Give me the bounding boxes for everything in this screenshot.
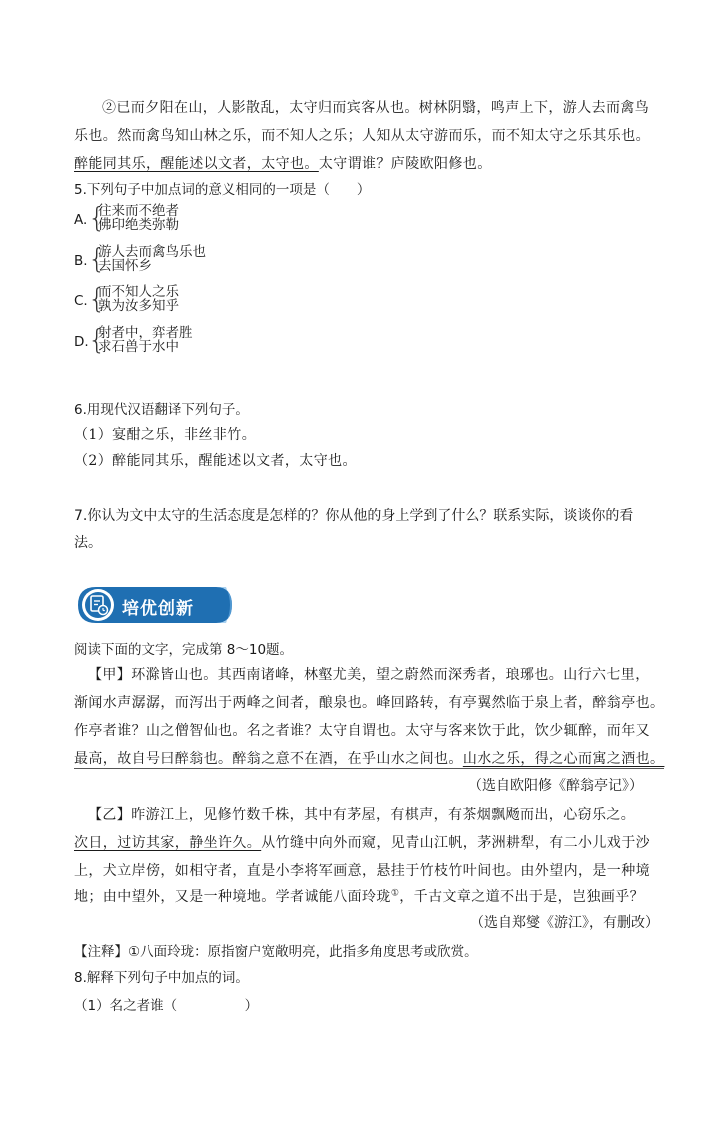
document-clock-icon [88, 593, 110, 617]
passage-text: 最高，故自号曰醉翁也。醉翁之意不在酒，在乎山水之间也。 [74, 751, 463, 767]
passage-jia-line: 【甲】环滁皆山也。其西南诸峰，林壑尤美，望之蔚然而深秀者，琅琊也。山行六七里， [88, 667, 650, 683]
brace-icon: { [88, 323, 106, 356]
footnote-marker: ① [390, 888, 400, 899]
underlined-sentence: 醉能同其乐，醒能述以文者，太守也。 [74, 156, 319, 172]
passage-text: 地；由中望外，又是一种境地。学者诚能八面玲珑 [74, 889, 391, 905]
passage-line [74, 153, 492, 173]
option-label: C. [74, 293, 88, 309]
underlined-sentence: 山水之乐，得之心而寓之酒也。 [462, 751, 665, 767]
brace-icon: { [88, 201, 106, 234]
question-6-item-1: （1）宴酣之乐，非丝非竹。 [74, 427, 257, 443]
option-label: B. [74, 253, 88, 269]
question-6-item-2: （2）醉能同其乐，醒能述以文者，太守也。 [74, 453, 357, 469]
passage-text: 太守谓谁？庐陵欧阳修也。 [318, 156, 492, 172]
brace-icon: { [88, 282, 106, 315]
question-7-line: 法。 [74, 535, 102, 551]
passage-text: ，千古文章之道不出于是，岂独画乎？ [399, 889, 645, 905]
underlined-sentence: 次日，过访其家，静坐许久。 [74, 835, 262, 851]
passage-text: 从竹缝中向外而窥，见青山江帆，茅洲耕犁，有二小儿戏于沙 [261, 835, 651, 851]
option-sentence: 而不知人之乐 [98, 284, 179, 300]
reading-intro: 阅读下面的文字，完成第 8～10题。 [74, 642, 294, 658]
passage-yi-line [74, 832, 650, 852]
passage-yi-line: 上，犬立岸傍，如相守者，直是小李将军画意，悬挂于竹枝竹叶间也。由外望内，是一种境 [74, 863, 650, 879]
question-6-stem: 6.用现代汉语翻译下列句子。 [74, 402, 249, 418]
divider [74, 768, 664, 769]
option-sentence: 佛印绝类弥勒 [98, 217, 179, 233]
question-5-stem: 5.下列句子中加点词的意义相同的一项是（ ） [74, 182, 371, 198]
option-sentence: 射者中，弈者胜 [98, 325, 193, 341]
passage-line: 乐也。然而禽鸟知山林之乐，而不知人之乐；人知从太守游而乐，而不知太守之乐其乐也。 [74, 128, 650, 144]
passage-yi-line: 【乙】昨游江上，见修竹数千株，其中有茅屋，有棋声，有茶烟飘飏而出，心窃乐之。 [88, 807, 636, 823]
source-citation: （选自郑燮《游江》，有删改） [470, 915, 659, 931]
annotation-note: 【注释】①八面玲珑：原指窗户宽敞明亮，此指多角度思考或欣赏。 [74, 944, 478, 960]
option-label: D. [74, 334, 89, 350]
source-citation: （选自欧阳修《醉翁亭记》） [468, 778, 643, 794]
option-sentence: 去国怀乡 [98, 258, 152, 274]
option-sentence: 游人去而禽鸟乐也 [98, 244, 206, 260]
option-sentence: 往来而不绝者 [98, 203, 179, 219]
passage-line: ②已而夕阳在山，人影散乱，太守归而宾客从也。树林阴翳，鸣声上下，游人去而禽鸟 [102, 100, 650, 116]
section-title: 培优创新 [122, 599, 194, 619]
question-7-line: 7.你认为文中太守的生活态度是怎样的？你从他的身上学到了什么？联系实际，谈谈你的看 [74, 508, 634, 524]
question-8-item-1: （1）名之者谁（ ） [74, 998, 259, 1014]
option-label: A. [74, 212, 88, 228]
option-sentence: 求石兽于水中 [98, 339, 179, 355]
brace-icon: { [88, 242, 106, 275]
passage-jia-line [74, 748, 664, 768]
question-8-stem: 8.解释下列句子中加点的词。 [74, 970, 249, 986]
passage-yi-line [74, 886, 644, 906]
section-banner [76, 585, 234, 625]
option-sentence: 孰为汝多知乎 [98, 298, 179, 314]
passage-jia-line: 渐闻水声潺潺，而泻出于两峰之间者，酿泉也。峰回路转，有亭翼然临于泉上者，醉翁亭也。 [74, 695, 665, 711]
passage-jia-line: 作亭者谁？山之僧智仙也。名之者谁？太守自谓也。太守与客来饮于此，饮少辄醉，而年又 [74, 723, 650, 739]
